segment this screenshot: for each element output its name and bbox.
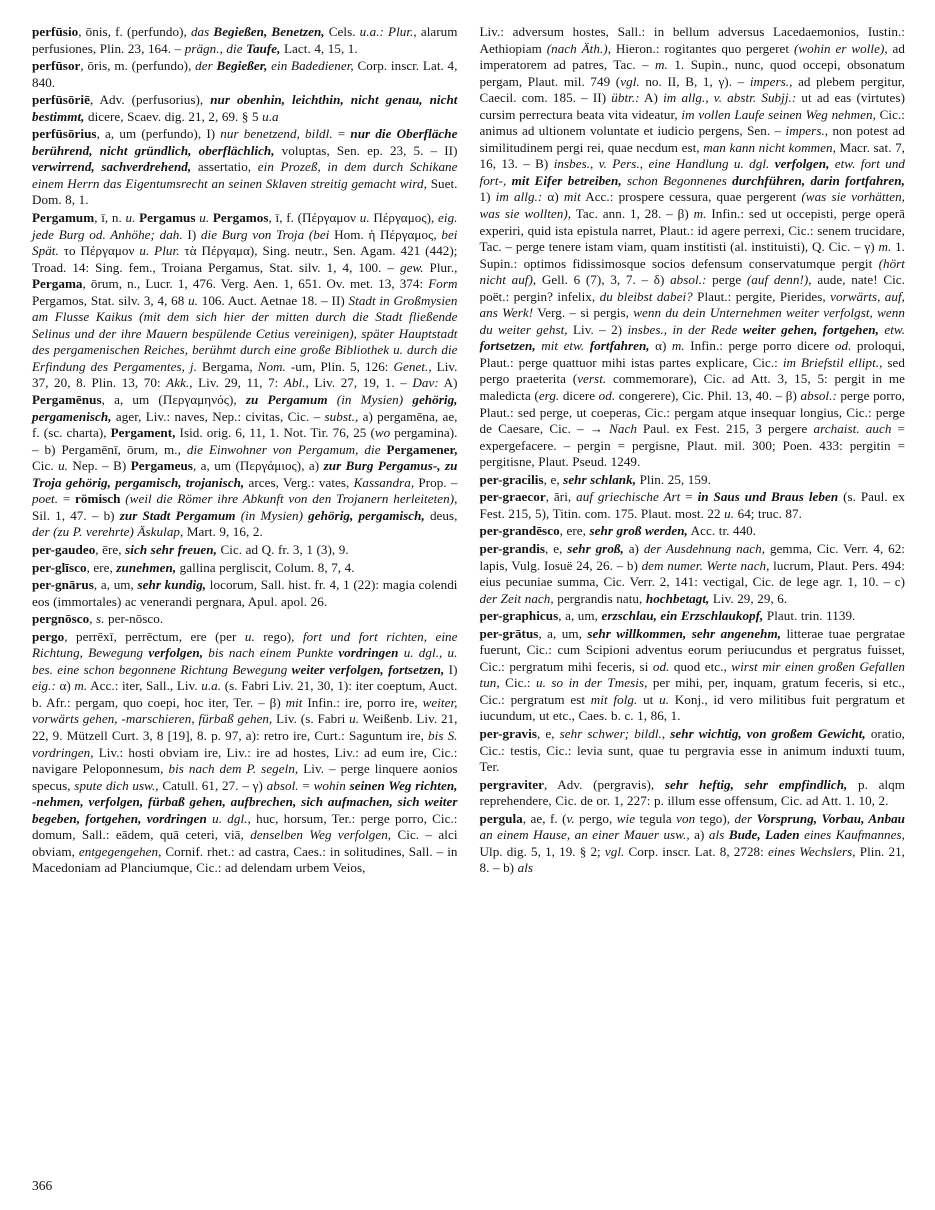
dictionary-entry: per-grandēsco, ere, sehr groß werden, Acc. tr. 440.: [479, 523, 757, 539]
dictionary-entry: perfūsōriē, Adv. (perfusorius), nur obenhin, leichthin, nicht genau, nicht bestimmt, dicere, Scaev. dig. 21, 2, 69. § 5 u.a: [32, 92, 458, 124]
dictionary-entry: per-gaudeo, ēre, sich sehr freuen, Cic. ad Q. fr. 3, 1 (3), 9.: [32, 541, 349, 557]
dictionary-entry: pergnōsco, s. per-nōsco.: [32, 611, 164, 627]
page-number: 366: [32, 1178, 53, 1193]
dictionary-entry: per-graecor, āri, auf griechische Art = in Saus und Braus leben (s. Paul. ex Fest. 215, 5), Titin. com. 175. Plaut. most. 22 u. 64; truc. 87.: [479, 489, 906, 521]
dictionary-entry: per-gnārus, a, um, sehr kundig, locorum, Sall. hist. fr. 4, 1 (22): magia colendi eos (immortales) ac venerandi pergnara, Apul. apol. 26.: [32, 577, 458, 609]
dictionary-entry: per-glīsco, ere, zunehmen, gallina pergliscit, Colum. 8, 7, 4.: [32, 559, 355, 575]
dictionary-entry: pergo, perrēxī, perrēctum, ere (per u. rego), fort und fort richten, eine Richtung, Bewegung verfolgen, bis nach einem Punkte vordringen u. dgl., u. bes. eine schon begonnene Richtung Bewegung weiter verfolgen, fortsetzen, I) eig.: α) m. Acc.: iter, Sall., Liv. u.a. (s. Fabri Liv. 21, 30, 1): iter coeptum, Auct. b. Afr.: pergam, quo coepi, hoc iter, Ter. – β) mit Infin.: ire, porro ire, weiter, vorwärts gehen, -marschieren, fürbaß gehen, Liv. (s. Fabri u. Weißenb. Liv. 21, 22, 9. Mützell Curt. 3, 8 [19], 8. p. 97, a): retro ire, Curt.: Saguntum ire, bis S. vordringen, Liv.: hosti obviam ire, Liv.: ire ad hostes, Liv.: ad eum ire, Cic.: navigare Peloponnesum, bis nach dem P. segeln, Liv. – perge linquere aonios specus, spute dich usw., Catull. 61, 27. – γ) absol. = wohin seinen Weg richten, -nehmen, verfolgen, fürbaß gehen, aufbrechen, sich aufmachen, sich weiter begeben, fortgehen, vordringen u. dgl., huc, horsum, Ter.: perge porro, Cic.: domum, Sall.: eādem, quā ceteri, viā, denselben Weg verfolgen, Cic. – alci obviam, entgegengehen, Cornif. rhet.: ad castra, Caes.: in solitudines, Sall. – in Macedoniam ad Planciumque, Cic.: ad delendam urbem Veios,: [32, 628, 458, 876]
dictionary-entry: perfūsōrius, a, um (perfundo), I) nur benetzend, bildl. = nur die Oberfläche berührend, nicht gründlich, oberflächlich, voluptas, Sen. ep. 23, 5. – II) verwirrend, sachverdrehend, assertatio, ein Prozeß, in dem durch Schikane einem Herrn das Eigentumsrecht an seinen Sklaven streitig gemacht wird, Suet. Dom. 8, 1.: [32, 126, 458, 208]
dictionary-entry: Pergamum, ī, n. u. Pergamus u. Pergamos, ī, f. (Πέργαμον u. Πέργαμος), eig. jede Burg od. Anhöhe; dah. I) die Burg von Troja (bei Hom. ἡ Πέργαμος, bei Spät. το Πέργαμον u. Plur. τὰ Πέργαμα), Sing. neutr., Sen. Agam. 421 (442); Troad. 14: Sing. fem., Troiana Pergamus, Stat. silv. 1, 4, 100. – gew. Plur., Pergama, ōrum, n., Lucr. 1, 476. Verg. Aen. 1, 651. Ov. met. 13, 374: Form Pergamos, Stat. silv. 3, 4, 68 u. 106. Auct. Aetnae 18. – II) Stadt in Großmysien am Flusse Kaikus (mit dem sich hier der mitten durch die Stadt fließende Selinus und der ihre Mauern bespülende Cetius vereinigen), später Hauptstadt des pergamenischen Reiches, berühmt durch eine große Bibliothek u. durch die Erfindung des Pergamentes, j. Bergama, Nom. -um, Plin. 5, 126: Genet., Liv. 37, 20, 8. Plin. 13, 70: Akk., Liv. 29, 11, 7: Abl., Liv. 27, 19, 1. – Dav: A) Pergamēnus, a, um (Περγαμηνός), zu Pergamum (in Mysien) gehörig, pergamenisch, ager, Liv.: naves, Nep.: civitas, Cic. – subst., a) pergamēna, ae, f. (sc. charta), Pergament, Isid. orig. 6, 11, 1. Not. Tir. 76, 25 (wo pergamina). – b) Pergamēnī, ōrum, m., die Einwohner von Pergamum, die Pergamener, Cic. u. Nep. – B) Pergameus, a, um (Περγάμιος), a) zur Burg Pergamus-, zu Troja gehörig, pergamisch, trojanisch, arces, Verg.: vates, Kassandra, Prop. – poet. = römisch (weil die Römer ihre Abkunft von den Trojanern herleiteten), Sil. 1, 47. – b) zur Stadt Pergamum (in Mysien) gehörig, pergamisch, deus, der (zu P. verehrte) Äskulap, Mart. 9, 16, 2.: [32, 210, 458, 540]
dictionary-entry: per-gracilis, e, sehr schlank, Plin. 25, 159.: [479, 471, 711, 487]
dictionary-entry: pergula, ae, f. (v. pergo, wie tegula von tego), der Vorsprung, Vorbau, Anbau an einem Hause, an einer Mauer usw., a) als Bude, Laden eines Kaufmannes, Ulp. dig. 5, 1, 19. § 2; vgl. Corp. inscr. Lat. 8, 2728: eines Wechslers, Plin. 21, 8. – b) als: [479, 810, 906, 876]
dictionary-entry: perfūsio, ōnis, f. (perfundo), das Begießen, Benetzen, Cels. u.a.: Plur., alarum perfusiones, Plin. 23, 164. – prägn., die Taufe, Lact. 4, 15, 1.: [32, 24, 458, 56]
dictionary-entry: per-gravis, e, sehr schwer; bildl., sehr wichtig, von großem Gewicht, oratio, Cic.: testis, Cic.: levia sunt, quae tu pergravia esse in animum induxti tuum, Ter.: [479, 725, 905, 775]
dictionary-entry: pergraviter, Adv. (pergravis), sehr heftig, sehr empfindlich, p. alqm reprehendere, Cic. de or. 1, 227: p. illum esse offensum, Cic. ad Att. 1. 10, 2.: [479, 776, 905, 809]
left-column: [32, 24, 458, 878]
dictionary-entry: per-grandis, e, sehr groß, a) der Ausdehnung nach, gemma, Cic. Verr. 4, 62: lapis, Vulg. Iosuë 24, 26. – b) dem numer. Werte nach, lucrum, Plaut. Pers. 494: eius pecuniae summa, Cic. Verr. 2, 141: vectigal, Cic. de lege agr. 1, 10. – c) der Zeit nach, pergrandis natu, hochbetagt, Liv. 29, 29, 6.: [479, 540, 905, 606]
text-columns: [32, 24, 905, 878]
dictionary-entry: per-grātus, a, um, sehr willkommen, sehr angenehm, litterae tuae pergratae fuerunt, Cic.: cum Scipioni adventus eorum periucundus et pergratus fuisset, Cic.: pergratum mihi feceris, si od. quod etc., wirst mir einen großen Gefallen tun, Cic.: u. so in der Tmesis, per mihi, per, inquam, gratum feceris, si etc., Cic.: pergratum est mit folg. ut u. Konj., id vero militibus fuit pergratum et iucundum, ut etc., Caes. b. c. 1, 86, 1.: [479, 625, 905, 724]
dictionary-entry-continuation: Liv.: adversum hostes, Sall.: in bellum adversus Lacedaemonios, Iustin.: Aethiopiam (nach Äth.), Hieron.: rogitantes quo pergeret (wohin er wolle), ad imperatorem ad patres, Tac. – m. 1. Supin., nunc, quod occepi, obsonatum pergam, Plaut. mil. 749 (vgl. no. II, B, 1, γ). – impers., ad plebem pergitur, Caecil. com. 185. – II) übtr.: A) im allg., v. abstr. Subjj.: ut ad eas (virtutes) cursim perrectura beata vita videatur, im vollen Laufe seinen Weg nehmen, Cic.: animus ad ultionem voluntate et iudicio pergens, Sen. – impers., non potest ad similitudinem pergi rei, quae necdum est, man kann nicht kommen, Macr. sat. 7, 16, 13. – B) insbes., v. Pers., eine Handlung u. dgl. verfolgen, etw. fort und fort-, mit Eifer betreiben, schon Begonnenes durchführen, darin fortfahren, 1) im allg.: α) mit Acc.: prospere cessura, quae pergerent (was sie vorhätten, was sie wollten), Tac. ann. 1, 28. – β) m. Infin.: sed ut occepisti, perge operā experiri, quid ista epistula narret, Plaut.: id agere perrexi, Cic.: senem trucidare, Tac. – perge tenere istam viam, quam institisti (al. instituisti), Q. Cic. – γ) m. 1. Supin.: optimos fidissimosque socios defensum conservatumque pergit (hört nicht auf), Gell. 6 (7), 3, 7. – δ) absol.: perge (auf denn!), aude, nate! Cic. poët.: pergin? infelix, du bleibst dabei? Plaut.: pergite, Pierides, vorwärts, auf, ans Werk! Verg. – si pergis, wenn du dein Unternehmen weiter verfolgst, wenn du weiter gehst, Liv. – 2) insbes., in der Rede weiter gehen, fortgehen, etw. fortsetzen, mit etw. fortfahren, α) m. Infin.: perge porro dicere od. proloqui, Plaut.: perge quattuor mihi istas partes explicare, Cic.: im Briefstil ellipt., sed pergo praeterita (verst. commemorare), Cic. ad Att. 3, 15, 5: pergit in me maledicta (erg. dicere od. congerere), Cic. Phil. 13, 40. – β) absol.: perge porro, Plaut.: sed perge, ut coeperas, Cic.: pergam atque insequar longius, Cic.: perge de Caesare, Cic. – → Nach Paul. ex Fest. 215, 3 pergere archaist. auch = expergefacere. – pergin = pergisne, Plaut. mil. 300; Poen. 433: pergitin = pergitisne, Plaut. Pseud. 1249.: [479, 24, 906, 470]
dictionary-entry: per-graphicus, a, um, erzschlau, ein Erzschlaukopf, Plaut. trin. 1139.: [479, 608, 856, 624]
dictionary-entry: perfūsor, ōris, m. (perfundo), der Begießer, ein Badediener, Corp. inscr. Lat. 4, 840.: [32, 58, 458, 90]
right-column: [480, 24, 906, 878]
